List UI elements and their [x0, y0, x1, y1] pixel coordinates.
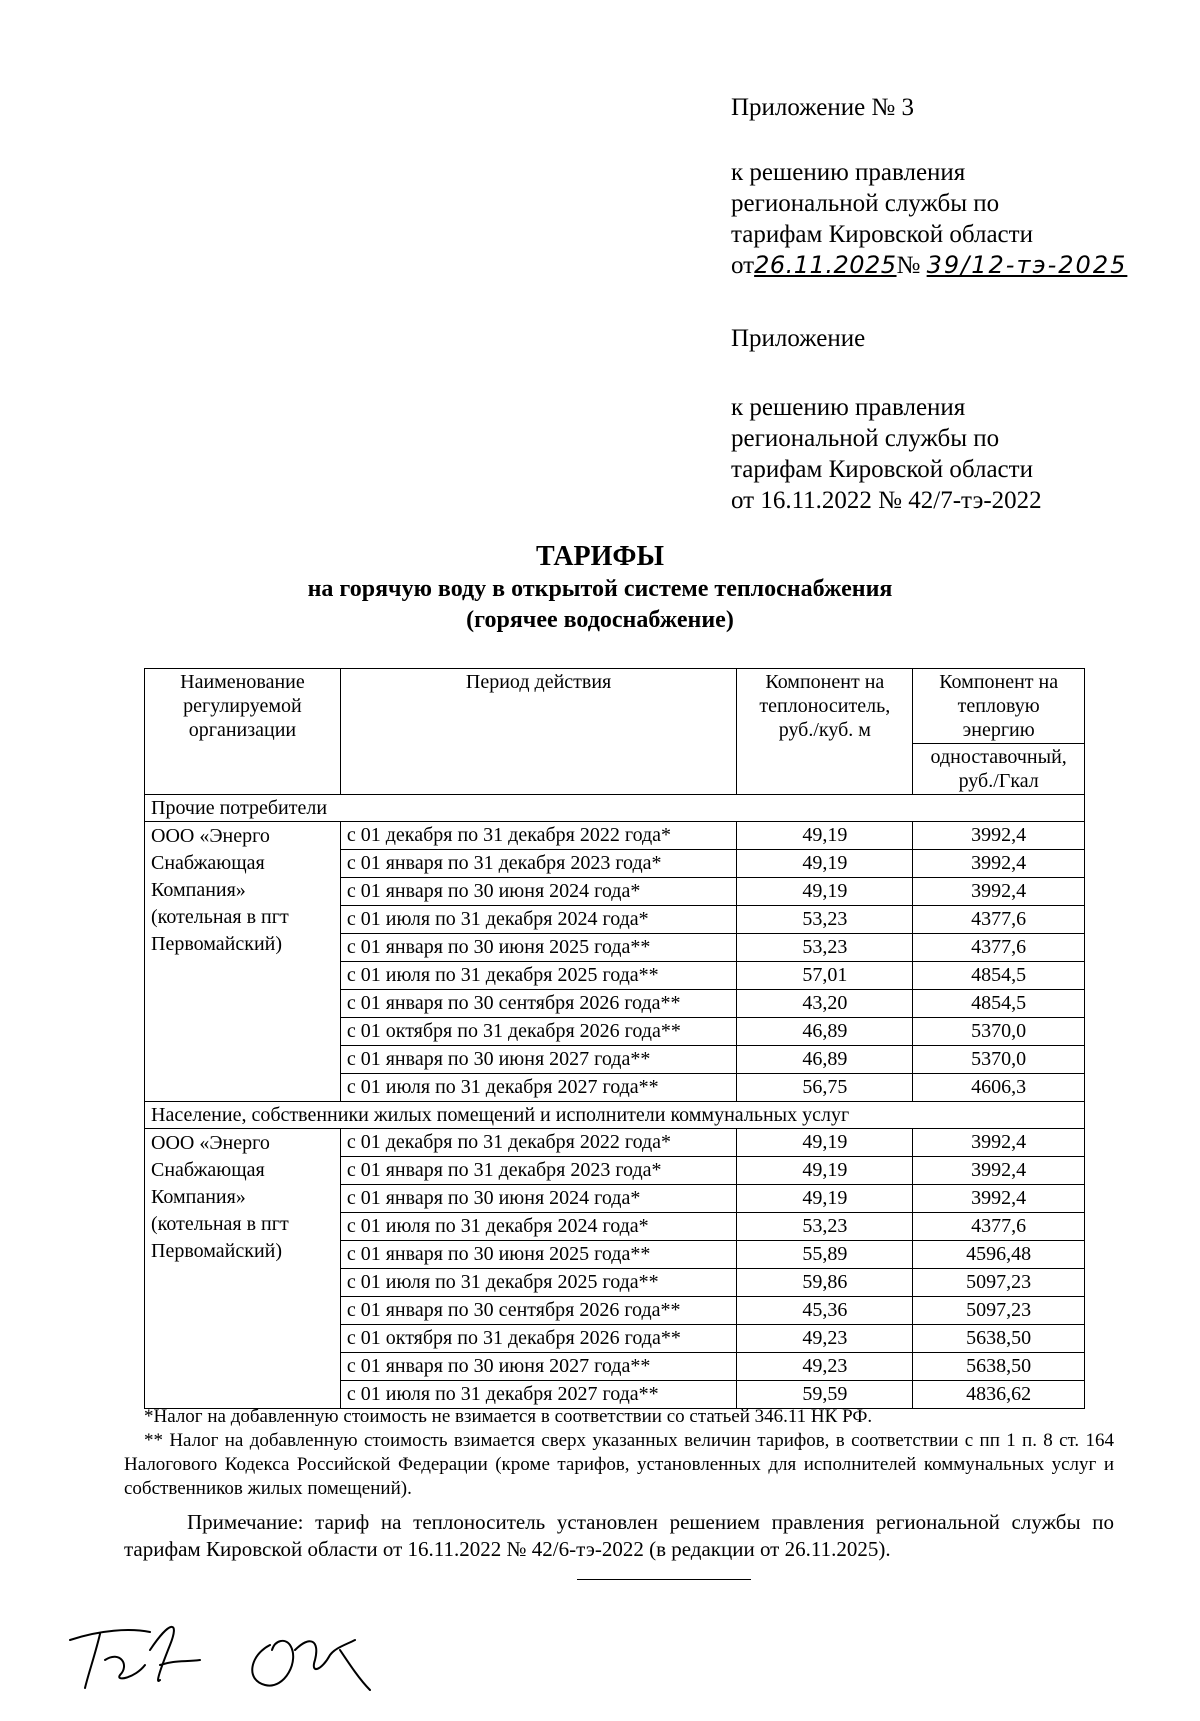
handwritten-number: 39/12-тэ-2025 — [926, 251, 1128, 279]
cell-period: с 01 января по 30 сентября 2026 года** — [340, 1297, 736, 1325]
cell-period: с 01 января по 31 декабря 2023 года* — [340, 1157, 736, 1185]
cell-carrier: 56,75 — [737, 1074, 913, 1102]
cell-carrier: 49,19 — [737, 1185, 913, 1213]
org-name: ООО «Энерго Снабжающая Компания» (котельная в пгт Первомайский) — [145, 822, 341, 1102]
cell-energy: 3992,4 — [913, 1129, 1085, 1157]
cell-period: с 01 декабря по 31 декабря 2022 года* — [340, 822, 736, 850]
tariffs-table — [144, 668, 1085, 1409]
cell-period: с 01 октября по 31 декабря 2026 года** — [340, 1325, 736, 1353]
cell-energy: 4377,6 — [913, 1213, 1085, 1241]
table-row — [145, 822, 1085, 850]
cell-energy: 4854,5 — [913, 990, 1085, 1018]
cell-period: с 01 июля по 31 декабря 2024 года* — [340, 906, 736, 934]
cell-carrier: 59,59 — [737, 1381, 913, 1409]
org-name: ООО «Энерго Снабжающая Компания» (котельная в пгт Первомайский) — [145, 1129, 341, 1409]
cell-period: с 01 октября по 31 декабря 2026 года** — [340, 1018, 736, 1046]
cell-energy: 3992,4 — [913, 1185, 1085, 1213]
cell-carrier: 49,19 — [737, 850, 913, 878]
decision-line: к решению правления — [731, 159, 966, 186]
decision-line: региональной службы по — [731, 425, 1000, 452]
appendix-label: Приложение — [731, 325, 866, 352]
cell-carrier: 57,01 — [737, 962, 913, 990]
header-org: Наименование регулируемой организации — [145, 669, 341, 795]
cell-period: с 01 июля по 31 декабря 2025 года** — [340, 1269, 736, 1297]
cell-energy: 4606,3 — [913, 1074, 1085, 1102]
cell-period: с 01 января по 30 июня 2024 года* — [340, 878, 736, 906]
cell-carrier: 49,19 — [737, 1157, 913, 1185]
cell-period: с 01 января по 30 июня 2025 года** — [340, 1241, 736, 1269]
title-sub-1: на горячую воду в открытой системе теплоснабжения — [307, 576, 893, 602]
cell-period: с 01 января по 31 декабря 2023 года* — [340, 850, 736, 878]
cell-energy: 5370,0 — [913, 1018, 1085, 1046]
cell-energy: 4377,6 — [913, 906, 1085, 934]
table-header-row — [145, 669, 1085, 744]
cell-period: с 01 июля по 31 декабря 2027 года** — [340, 1381, 736, 1409]
header-period: Период действия — [340, 669, 736, 795]
cell-energy: 4377,6 — [913, 934, 1085, 962]
cell-carrier: 46,89 — [737, 1018, 913, 1046]
cell-carrier: 43,20 — [737, 990, 913, 1018]
remark: Примечание: тариф на теплоноситель установлен решением правления региональной службы по тарифам Кировской области от 16.11.2022 № 42/6-тэ-2022 (в редакции от 26.11.2025). — [124, 1510, 1114, 1561]
title-sub-2: (горячее водоснабжение) — [466, 607, 734, 633]
title-main: ТАРИФЫ — [536, 541, 664, 572]
cell-carrier: 59,86 — [737, 1269, 913, 1297]
cell-carrier: 45,36 — [737, 1297, 913, 1325]
cell-energy: 3992,4 — [913, 1157, 1085, 1185]
cell-carrier: 53,23 — [737, 1213, 913, 1241]
cell-energy: 5370,0 — [913, 1046, 1085, 1074]
cell-period: с 01 июля по 31 декабря 2027 года** — [340, 1074, 736, 1102]
cell-carrier: 53,23 — [737, 934, 913, 962]
section-row — [145, 795, 1085, 822]
cell-carrier: 55,89 — [737, 1241, 913, 1269]
decision-line: тарифам Кировской области — [731, 221, 1033, 248]
decision-line: к решению правления — [731, 394, 966, 421]
signatures-icon — [60, 1610, 400, 1700]
table-row — [145, 1129, 1085, 1157]
cell-period: с 01 января по 30 июня 2024 года* — [340, 1185, 736, 1213]
cell-carrier: 49,19 — [737, 878, 913, 906]
decision-line: от 16.11.2022 № 42/7-тэ-2022 — [731, 487, 1042, 514]
decision-reference-original — [731, 392, 1042, 516]
cell-energy: 4854,5 — [913, 962, 1085, 990]
cell-energy: 3992,4 — [913, 822, 1085, 850]
cell-energy: 5638,50 — [913, 1353, 1085, 1381]
section-label: Прочие потребители — [145, 795, 1085, 822]
cell-period: с 01 января по 30 сентября 2026 года** — [340, 990, 736, 1018]
decision-reference-new — [731, 157, 1127, 281]
section-label: Население, собственники жилых помещений и исполнители коммунальных услуг — [145, 1102, 1085, 1129]
cell-period: с 01 января по 30 июня 2025 года** — [340, 934, 736, 962]
appendix-3-label: Приложение № 3 — [731, 94, 915, 121]
section-row — [145, 1102, 1085, 1129]
decision-line: региональной службы по — [731, 190, 1000, 217]
header-energy-sub: одноставочный, руб./Гкал — [913, 744, 1085, 795]
cell-energy: 5097,23 — [913, 1269, 1085, 1297]
cell-period: с 01 июля по 31 декабря 2024 года* — [340, 1213, 736, 1241]
cell-energy: 3992,4 — [913, 850, 1085, 878]
footnotes — [124, 1405, 1114, 1563]
divider — [577, 1579, 751, 1580]
cell-carrier: 49,23 — [737, 1353, 913, 1381]
cell-carrier: 49,19 — [737, 1129, 913, 1157]
cell-period: с 01 января по 30 июня 2027 года** — [340, 1046, 736, 1074]
header-energy: Компонент на тепловую энергию — [913, 669, 1085, 744]
cell-energy: 4596,48 — [913, 1241, 1085, 1269]
cell-carrier: 49,23 — [737, 1325, 913, 1353]
cell-period: с 01 декабря по 31 декабря 2022 года* — [340, 1129, 736, 1157]
cell-energy: 5638,50 — [913, 1325, 1085, 1353]
cell-period: с 01 июля по 31 декабря 2025 года** — [340, 962, 736, 990]
decision-date-line: от26.11.2025№ 39/12-тэ-2025 — [731, 251, 1128, 279]
handwritten-date: 26.11.2025 — [754, 251, 897, 279]
cell-carrier: 46,89 — [737, 1046, 913, 1074]
header-carrier: Компонент на теплоноситель, руб./куб. м — [737, 669, 913, 795]
footnote-2: ** Налог на добавленную стоимость взимается сверх указанных величин тарифов, в соответствии с пп 1 п. 8 ст. 164 Налогового Кодекса Российской Федерации (кроме тарифов, установленных для исполнителей коммунальных услуг и собственников жилых помещений). — [124, 1430, 1114, 1499]
decision-line: тарифам Кировской области — [731, 456, 1033, 483]
document-title — [0, 540, 1200, 636]
cell-energy: 4836,62 — [913, 1381, 1085, 1409]
footnote-1: *Налог на добавленную стоимость не взимается в соответствии со статьей 346.11 НК РФ. — [144, 1406, 873, 1427]
cell-period: с 01 января по 30 июня 2027 года** — [340, 1353, 736, 1381]
cell-energy: 5097,23 — [913, 1297, 1085, 1325]
cell-carrier: 49,19 — [737, 822, 913, 850]
cell-energy: 3992,4 — [913, 878, 1085, 906]
cell-carrier: 53,23 — [737, 906, 913, 934]
